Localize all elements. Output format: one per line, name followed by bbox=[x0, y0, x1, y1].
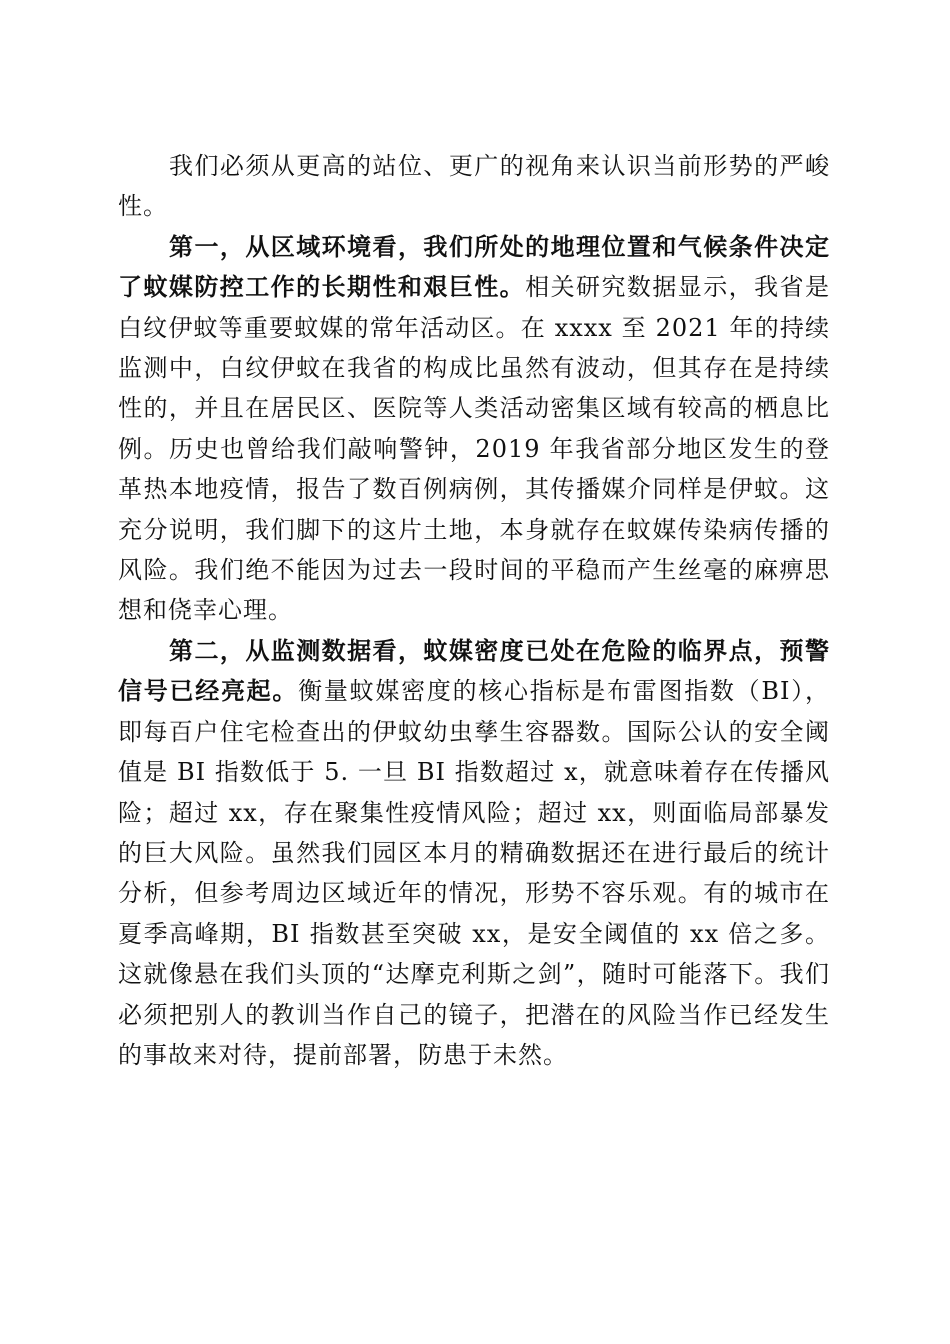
paragraph-first-point-body: 相关研究数据显示，我省是白纹伊蚊等重要蚊媒的常年活动区。在 xxxx 至 2021 年的持续监测中，白纹伊蚊在我省的构成比虽然有波动，但其存在是持续性的，并且在居民区、医院等人类活动密集区域有较高的栖息比例。历史也曾给我们敲响警钟，2019 年我省部分地区发生的登革热本地疫情，报告了数百例病例，其传播媒介同样是伊蚊。这充分说明，我们脚下的这片土地，本身就存在蚊媒传染病传播的风险。我们绝不能因为过去一段时间的平稳而产生丝毫的麻痹思想和侥幸心理。 bbox=[118, 273, 831, 625]
paragraph-first-point bbox=[118, 227, 830, 631]
document-body bbox=[118, 146, 830, 1075]
paragraph-intro-body: 我们必须从更高的站位、更广的视角来认识当前形势的严峻性。 bbox=[118, 152, 830, 221]
paragraph-first-point-lead: 第一，从区域环境看，我们所处的地理位置和气候条件决定了蚊媒防控工作的长期性和艰巨性。 bbox=[118, 231, 830, 302]
paragraph-intro bbox=[118, 146, 830, 227]
paragraph-second-point bbox=[118, 631, 830, 1075]
paragraph-second-point-body: 衡量蚊媒密度的核心指标是布雷图指数（BI），即每百户住宅检查出的伊蚊幼虫孳生容器数。国际公认的安全阈值是 BI 指数低于 5. 一旦 BI 指数超过 x，就意味着存在传播风险；超过 xx，存在聚集性疫情风险；超过 xx，则面临局部暴发的巨大风险。虽然我们园区本月的精确数据还在进行最后的统计分析，但参考周边区域近年的情况，形势不容乐观。有的城市在夏季高峰期，BI 指数甚至突破 xx，是安全阈值的 xx 倍之多。这就像悬在我们头顶的“达摩克利斯之剑”，随时可能落下。我们必须把别人的教训当作自己的镜子，把潜在的风险当作已经发生的事故来对待，提前部署，防患于未然。 bbox=[118, 677, 830, 1069]
paragraph-second-point-lead: 第二，从监测数据看，蚊媒密度已处在危险的临界点，预警信号已经亮起。 bbox=[118, 635, 830, 706]
